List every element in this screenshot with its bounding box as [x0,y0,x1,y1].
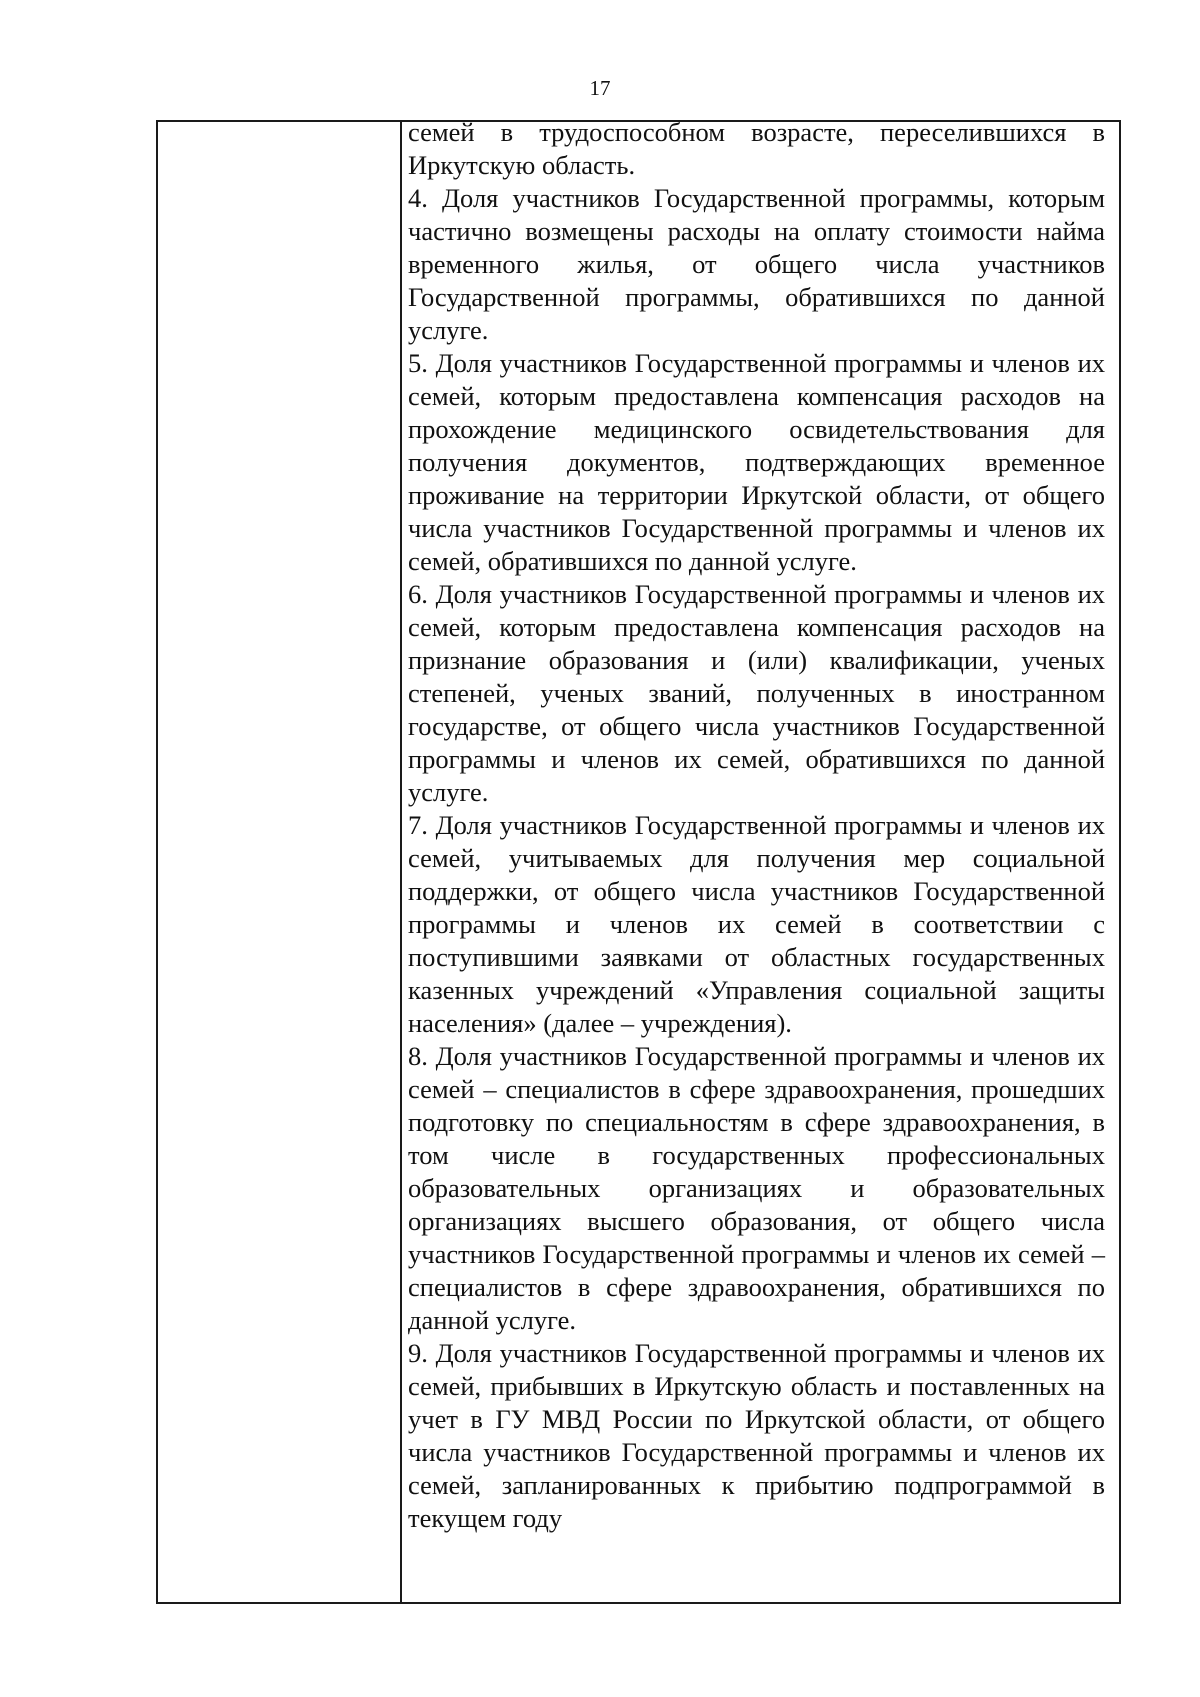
indicator-paragraph-7: 7. Доля участников Государственной программы и членов их семей, учитываемых для получения мер социальной поддержки, от общего числа участников Государственной программы и членов их семей в соответствии с поступившими заявками от областных государственных казенных учреждений «Управления социальной защиты населения» (далее – учреждения). [408,810,1105,1038]
table-left-cell [158,122,402,1602]
table-right-cell [402,116,1119,1535]
indicator-paragraph-continuation: семей в трудоспособном возрасте, переселившихся в Иркутскую область. [408,117,1105,180]
indicators-table [156,117,1121,1604]
indicator-paragraph-6: 6. Доля участников Государственной программы и членов их семей, которым предоставлена компенсация расходов на признание образования и (или) квалификации, ученых степеней, ученых званий, полученных в иностранном государстве, от общего числа участников Государственной программы и членов их семей, обратившихся по данной услуге. [408,579,1105,807]
indicator-paragraph-9: 9. Доля участников Государственной программы и членов их семей, прибывших в Иркутскую область и поставленных на учет в ГУ МВД России по Иркутской области, от общего числа участников Государственной программы и членов их семей, запланированных к прибытию подпрограммой в текущем году [408,1338,1105,1533]
indicator-paragraph-4: 4. Доля участников Государственной программы, которым частично возмещены расходы на оплату стоимости найма временного жилья, от общего числа участников Государственной программы, обратившихся по данной услуге. [408,183,1105,345]
page-number: 17 [589,76,611,100]
indicator-paragraph-8: 8. Доля участников Государственной программы и членов их семей – специалистов в сфере здравоохранения, прошедших подготовку по специальностям в сфере здравоохранения, в том числе в государственных профессиональных образовательных организациях и образовательных организациях высшего образования, от общего числа участников Государственной программы и членов их семей – специалистов в сфере здравоохранения, обратившихся по данной услуге. [408,1041,1105,1335]
indicator-paragraph-5: 5. Доля участников Государственной программы и членов их семей, которым предоставлена компенсация расходов на прохождение медицинского освидетельствования для получения документов, подтверждающих временное проживание на территории Иркутской области, от общего числа участников Государственной программы и членов их семей, обратившихся по данной услуге. [408,348,1105,576]
